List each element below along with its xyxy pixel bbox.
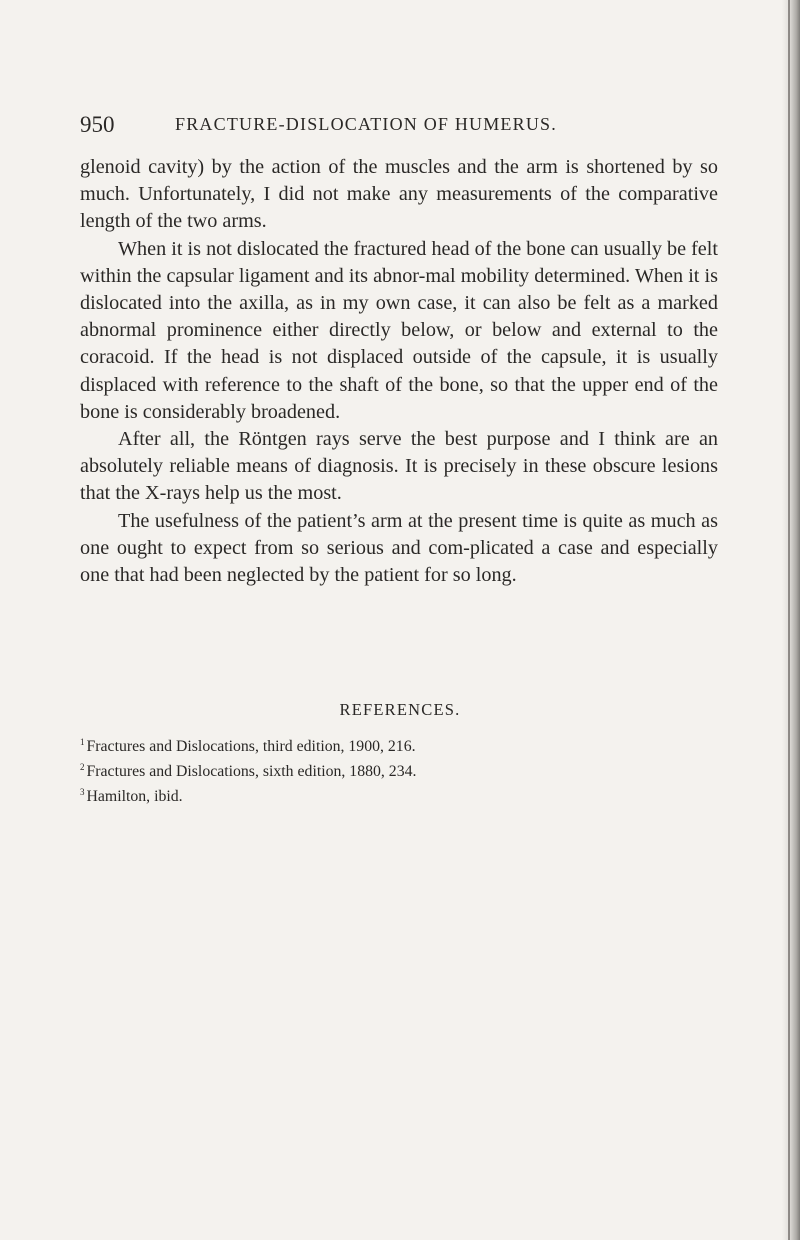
reference-item [80,732,720,757]
paragraph-2: When it is not dislocated the fractured head of the bone can usually be felt within the capsular ligament and its abnor-mal mobility determined. When it is dislocated into the axilla, as in my own case, it can also be felt as a marked abnormal prominence either directly below, or below and external to the coracoid. If the head is not displaced outside of the capsule, it is usually displaced with reference to the shaft of the bone, so that the upper end of the bone is considerably broadened. [80,237,718,423]
reference-item [80,782,720,807]
reference-item [80,757,720,782]
running-head: FRACTURE-DISLOCATION OF HUMERUS. [175,114,557,134]
footnote-marker: 2 [80,762,85,772]
paragraph-4: The usefulness of the patient’s arm at the present time is quite as much as one ought to expect from so serious and com-plicated a case and especially one that had been neglected by the patient for so long. [80,509,718,587]
footnote-marker: 1 [80,737,85,747]
page-gutter-shadow [782,0,800,1240]
page-gutter-line [788,0,790,1240]
page-header [80,112,720,142]
reference-text: Fractures and Dislocations, third edition, 1900, 216. [86,738,416,755]
footnote-marker: 3 [80,787,85,797]
body-text [80,154,718,589]
references-section [80,700,720,807]
page-number: 950 [80,112,115,137]
references-heading: REFERENCES. [339,700,461,719]
paragraph-1: glenoid cavity) by the action of the muscles and the arm is shortened by so much. Unfortunately, I did not make any measurements of the comparative length of the two arms. [80,156,718,233]
paragraph-3: After all, the Röntgen rays serve the best purpose and I think are an absolutely reliable means of diagnosis. It is precisely in these obscure lesions that the X-rays help us the most. [80,428,718,505]
reference-text: Fractures and Dislocations, sixth edition, 1880, 234. [86,763,417,780]
reference-text: Hamilton, ibid. [86,788,183,805]
references-list [80,732,720,807]
